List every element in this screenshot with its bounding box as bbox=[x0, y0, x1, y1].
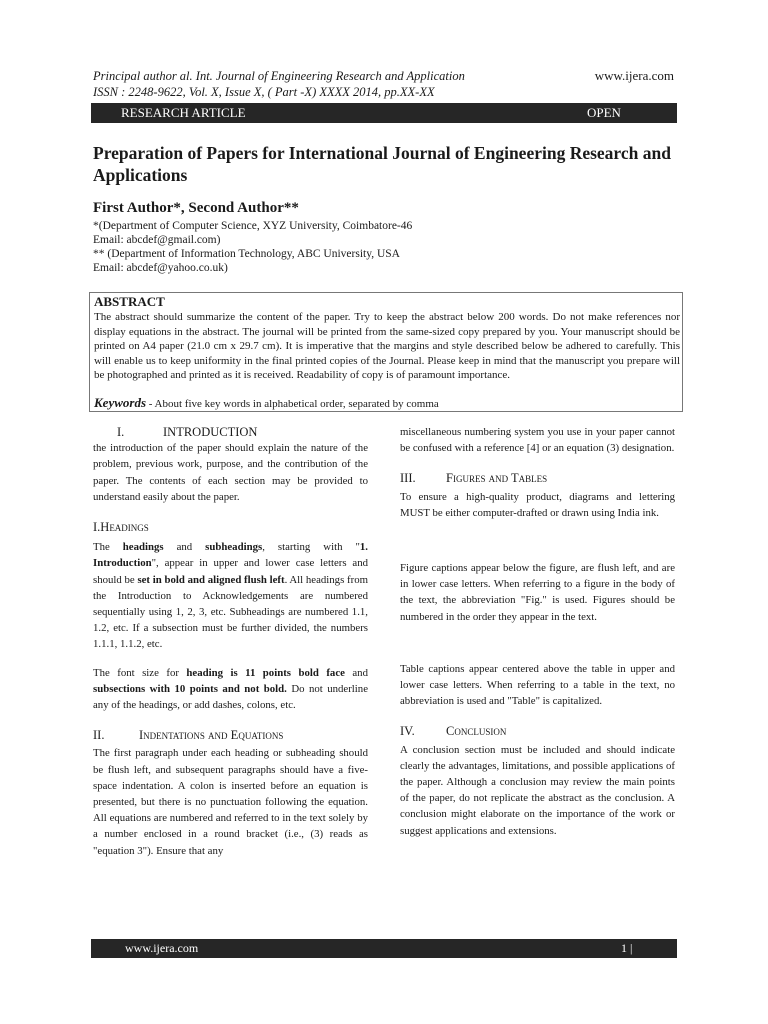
section-number: II. bbox=[93, 728, 105, 743]
section-title: Conclusion bbox=[446, 724, 507, 739]
conclusion-text: A conclusion section must be included and should indicate clearly the advantages, limitations, and possible applications of the paper. Although a conclusion may review the main points of the paper, do not replicate the abstract as the conclusion. A conclusion might elaborate on the importance of the work or suggest applications and extensions. bbox=[400, 743, 675, 837]
section-title: INTRODUCTION bbox=[163, 425, 258, 439]
footer-bar bbox=[91, 939, 677, 958]
abstract-heading: ABSTRACT bbox=[94, 294, 165, 309]
header-website: www.ijera.com bbox=[594, 68, 674, 83]
affiliation-line: ** (Department of Information Technology, ABC University, USA bbox=[93, 248, 400, 260]
article-type-banner bbox=[91, 103, 677, 123]
footer-website: www.ijera.com bbox=[125, 941, 199, 955]
continued-text: miscellaneous numbering system you use in your paper cannot be confused with a reference [4] or an equation (3) designation. bbox=[400, 426, 675, 455]
affiliation-line: *(Department of Computer Science, XYZ University, Coimbatore-46 bbox=[93, 220, 413, 232]
keywords bbox=[94, 395, 439, 411]
header-issn-line: ISSN : 2248-9622, Vol. X, Issue X, ( Part -X) XXXX 2014, pp.XX-XX bbox=[93, 85, 435, 99]
page-number: 1 | bbox=[621, 941, 633, 955]
section-heading-introduction bbox=[93, 424, 368, 440]
section-heading-figures bbox=[400, 470, 675, 486]
right-column bbox=[400, 424, 675, 839]
banner-open: OPEN bbox=[587, 105, 621, 120]
authors: First Author*, Second Author** bbox=[93, 200, 299, 216]
section-heading-conclusion bbox=[400, 723, 675, 739]
section-heading-indentations bbox=[93, 727, 368, 743]
section-heading-headings: I.Headings bbox=[93, 520, 149, 535]
headings-paragraph-1: The headings and subheadings, starting with "1. Introduction", appear in upper and lower case letters and should be set in bold and aligned flush left. All headings from the Introduction to Acknowledgements are numbered sequentially using 1, 2, 3, etc. Subheadings are numbered 1.1, 1.2, etc. If a subsection must be further divided, the numbers 1.1.1, 1.1.2, etc. bbox=[93, 541, 368, 651]
section-title: Figures and Tables bbox=[446, 471, 548, 486]
abstract-box bbox=[89, 292, 683, 412]
keywords-text: - About five key words in alphabetical order, separated by comma bbox=[146, 398, 439, 410]
section-number: III. bbox=[400, 471, 416, 486]
indentations-text: The first paragraph under each heading or subheading should be flush left, and subsequent paragraphs should have a five-space indentation. A colon is inserted before an equation is presented, but there is no punctuation following the equation. All equations are numbered and referred to in the text solely by a number enclosed in a round bracket (i.e., (3) reads as "equation 3"). Ensure that any bbox=[93, 747, 368, 857]
headings-paragraph-2: The font size for heading is 11 points bold face and subsections with 10 points and not bold. Do not underline any of the headings, or add dashes, colons, etc. bbox=[93, 666, 368, 712]
affiliation-line: Email: abcdef@yahoo.co.uk) bbox=[93, 262, 228, 274]
affiliations bbox=[93, 219, 613, 275]
affiliation-line: Email: abcdef@gmail.com) bbox=[93, 234, 221, 246]
banner-research-article: RESEARCH ARTICLE bbox=[121, 105, 246, 120]
keywords-label: Keywords bbox=[94, 395, 146, 410]
header-journal-line: Principal author al. Int. Journal of Engineering Research and Application bbox=[93, 69, 465, 83]
figures-paragraph-3: Table captions appear centered above the table in upper and lower case letters. When referring to a table in the text, no abbreviation is used and "Table" is capitalized. bbox=[400, 662, 675, 708]
figures-paragraph-1: To ensure a high-quality product, diagrams and lettering MUST be either computer-drafted or drawn using India ink. bbox=[400, 490, 675, 519]
abstract-text: The abstract should summarize the content of the paper. Try to keep the abstract below 200 words. Do not make references nor display equations in the abstract. The journal will be printed from the same-sized copy prepared by you. Your manuscript should be printed on A4 paper (21.0 cm x 29.7 cm). It is imperative that the margins and style described below be adhered to carefully. This will enable us to keep uniformity in the final printed copies of the Journal. Please keep in mind that the manuscript you prepare will be photographed and printed as it is received. Readability of copy is of paramount importance. bbox=[94, 311, 680, 382]
figures-paragraph-2: Figure captions appear below the figure, are flush left, and are in lower case letters. When referring to a figure in the body of the text, the abbreviation "Fig." is used. Figures should be numbered in the order they appear in the text. bbox=[400, 562, 675, 623]
section-number: I. bbox=[117, 425, 125, 439]
section-title: Indentations and Equations bbox=[139, 728, 284, 743]
paper-title: Preparation of Papers for International Journal of Engineering Research and Applications bbox=[93, 143, 671, 185]
running-header bbox=[93, 68, 573, 100]
introduction-text: the introduction of the paper should explain the nature of the problem, previous work, purpose, and the contribution of the paper. The contents of each section may be provided to understand easily about the paper. bbox=[93, 442, 368, 503]
section-number: IV. bbox=[400, 724, 415, 739]
left-column bbox=[93, 424, 368, 859]
